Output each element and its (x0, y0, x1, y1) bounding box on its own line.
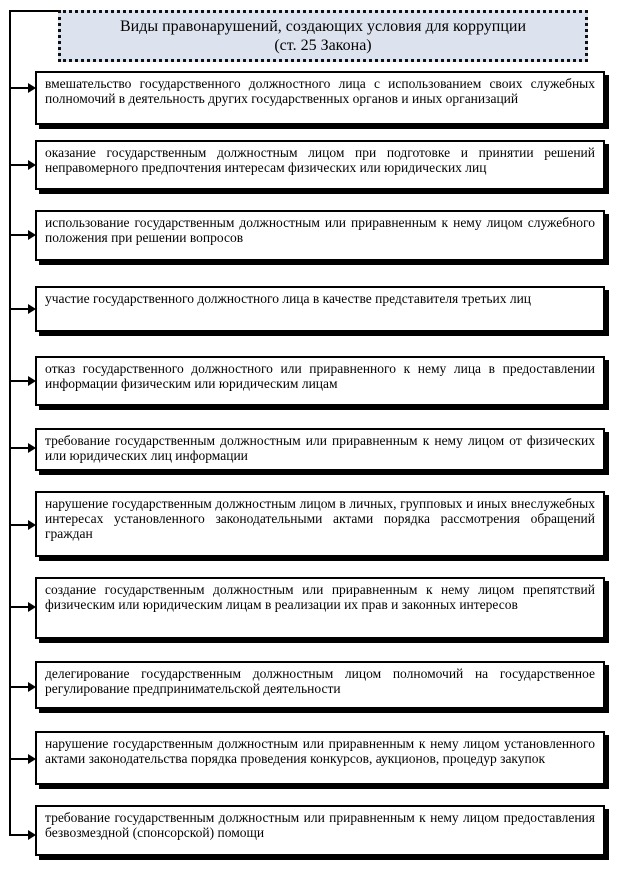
connector-arrow-5 (11, 380, 29, 382)
item-box-11: требование государственным должностным или приравненным к нему лицом предоставления безвозмездной (спонсорской) помощи (35, 805, 605, 856)
connector-arrow-6 (11, 447, 29, 449)
connector-arrow-4 (11, 308, 29, 310)
connector-arrow-11 (11, 834, 29, 836)
diagram-title (58, 10, 588, 62)
item-box-6: требование государственным должностным или приравненным к нему лицом от физических или юридических лиц информации (35, 428, 605, 471)
connector-arrow-1 (11, 87, 29, 89)
item-box-4: участие государственного должностного лица в качестве представителя третьих лиц (35, 286, 605, 332)
diagram-title-line-2: (ст. 25 Закона) (274, 37, 372, 54)
item-box-5: отказ государственного должностного или приравненного к нему лица в предоставлении информации физическим или юридическим лицам (35, 356, 605, 406)
connector-arrow-2 (11, 164, 29, 166)
item-box-10: нарушение государственным должностным или приравненным к нему лицом установленного актами законодательства порядка проведения конкурсов, аукционов, процедур закупок (35, 731, 605, 785)
connector-arrow-10 (11, 758, 29, 760)
item-box-9: делегирование государственным должностным лицом полномочий на государственное регулирование предпринимательской деятельности (35, 661, 605, 709)
connector-arrow-3 (11, 234, 29, 236)
diagram-title-line-1: Виды правонарушений, создающих условия для коррупции (119, 18, 527, 35)
connector-arrow-7 (11, 524, 29, 526)
item-box-8: создание государственным должностным или приравненным к нему лицом препятствий физическим или юридическим лицам в реализации их прав и законных интересов (35, 577, 605, 639)
item-box-7: нарушение государственным должностным лицом в личных, групповых и иных внеслужебных интересах установленного законодательными актами порядка рассмотрения обращений граждан (35, 491, 605, 557)
item-box-3: использование государственным должностным или приравненным к нему лицом служебного положения при решении вопросов (35, 210, 605, 261)
connector-spine (9, 10, 11, 836)
connector-arrow-9 (11, 686, 29, 688)
connector-top-line (9, 10, 58, 12)
connector-arrow-8 (11, 606, 29, 608)
item-box-2: оказание государственным должностным лицом при подготовке и принятии решений неправомерного предпочтения интересам физических или юридических лиц (35, 140, 605, 190)
item-box-1: вмешательство государственного должностного лица с использованием своих служебных полномочий в деятельность других государственных органов и иных организаций (35, 71, 605, 125)
